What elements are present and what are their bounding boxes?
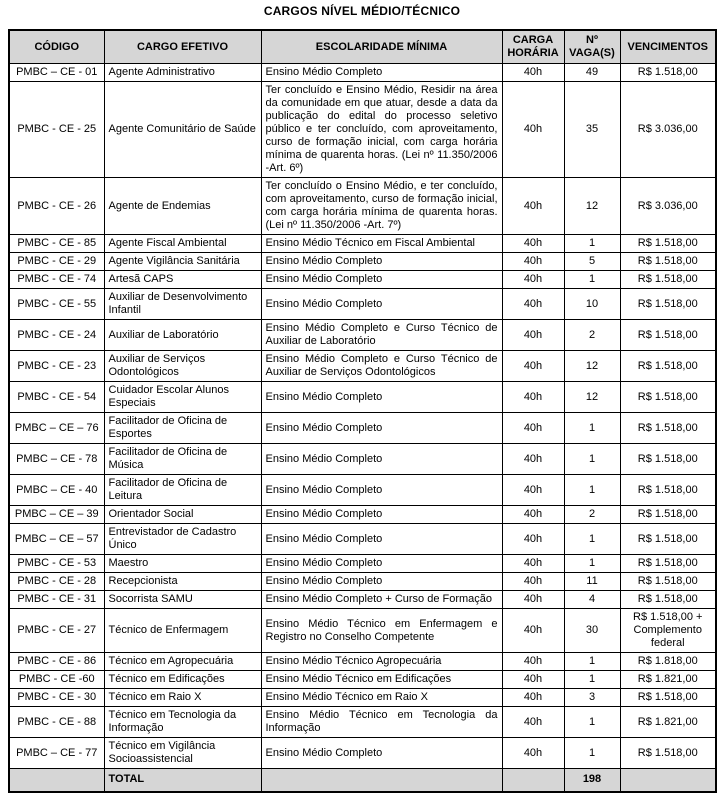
header-row [9,30,716,64]
cell-cargo: Agente Vigilância Sanitária [104,253,261,271]
cell-escolaridade: Ensino Médio Completo [261,271,502,289]
page-title: CARGOS NÍVEL MÉDIO/TÉCNICO [263,4,461,18]
cell-vencimentos: R$ 1.518,00 [620,689,716,707]
cell-cargo: Técnico de Enfermagem [104,609,261,653]
cell-carga: 40h [502,320,564,351]
cell-vagas: 1 [564,707,620,738]
cell-carga: 40h [502,253,564,271]
cell-vagas: 1 [564,653,620,671]
cell-cargo: Auxiliar de Laboratório [104,320,261,351]
cell-carga: 40h [502,413,564,444]
cell-escolaridade: Ensino Médio Técnico em Tecnologia da Informação [261,707,502,738]
cell-vencimentos: R$ 3.036,00 [620,178,716,235]
cell-cargo: Técnico em Edificações [104,671,261,689]
table-header [9,30,716,64]
table-row [9,671,716,689]
cell-escolaridade: Ensino Médio Completo [261,475,502,506]
cell-vagas: 11 [564,573,620,591]
cell-escolaridade: Ensino Médio Completo [261,573,502,591]
cell-cargo: Socorrista SAMU [104,591,261,609]
cell-carga: 40h [502,289,564,320]
cell-codigo: PMBC – CE – 76 [9,413,104,444]
cell-escolaridade: Ensino Médio Completo [261,253,502,271]
cell-vagas: 10 [564,289,620,320]
table-row [9,413,716,444]
table-footer [9,769,716,792]
cell-cargo: Entrevistador de Cadastro Único [104,524,261,555]
total-cell-codigo [9,769,104,792]
cell-codigo: PMBC - CE -60 [9,671,104,689]
cell-vencimentos: R$ 1.518,00 [620,413,716,444]
header-carga-horaria: CARGA HORÁRIA [502,30,564,64]
cell-escolaridade: Ensino Médio Técnico em Enfermagem e Registro no Conselho Competente [261,609,502,653]
cell-vencimentos: R$ 1.518,00 [620,475,716,506]
cell-codigo: PMBC – CE - 78 [9,444,104,475]
cell-carga: 40h [502,738,564,769]
table-row [9,609,716,653]
cell-codigo: PMBC – CE – 39 [9,506,104,524]
cell-escolaridade: Ensino Médio Completo [261,413,502,444]
header-cargo-efetivo: CARGO EFETIVO [104,30,261,64]
cell-vagas: 1 [564,555,620,573]
cell-vencimentos: R$ 1.518,00 [620,64,716,82]
cell-vencimentos: R$ 1.518,00 [620,320,716,351]
table-row [9,382,716,413]
cell-codigo: PMBC - CE - 28 [9,573,104,591]
cell-codigo: PMBC – CE - 01 [9,64,104,82]
cell-escolaridade: Ensino Médio Técnico em Raio X [261,689,502,707]
cell-vagas: 4 [564,591,620,609]
cell-escolaridade: Ensino Médio Completo [261,289,502,320]
cell-cargo: Técnico em Vigilância Socioassistencial [104,738,261,769]
table-row [9,444,716,475]
cell-escolaridade: Ter concluído e Ensino Médio, Residir na área da comunidade em que atuar, desde a data da publicação do edital do processo seletivo público e ter concluído, com aproveitamento, curso de formação inicial, com carga horária mínima de quarenta horas. (Lei nº 11.350/2006 -Art. 6º) [261,82,502,178]
table-body [9,64,716,769]
header-escolaridade-minima: ESCOLARIDADE MÍNIMA [261,30,502,64]
cell-vencimentos: R$ 1.518,00 + Complemento federal [620,609,716,653]
cell-escolaridade: Ensino Médio Técnico em Fiscal Ambiental [261,235,502,253]
table-row [9,178,716,235]
cell-codigo: PMBC - CE - 86 [9,653,104,671]
cell-vencimentos: R$ 3.036,00 [620,82,716,178]
cell-vencimentos: R$ 1.518,00 [620,271,716,289]
cell-vencimentos: R$ 1.518,00 [620,444,716,475]
cell-vencimentos: R$ 1.518,00 [620,738,716,769]
cell-codigo: PMBC - CE - 54 [9,382,104,413]
header-num-vagas: Nº VAGA(S) [564,30,620,64]
table-row [9,689,716,707]
cell-vagas: 3 [564,689,620,707]
table-row [9,653,716,671]
header-codigo: CÓDIGO [9,30,104,64]
cell-carga: 40h [502,178,564,235]
cell-cargo: Agente Comunitário de Saúde [104,82,261,178]
cell-cargo: Facilitador de Oficina de Esportes [104,413,261,444]
cell-carga: 40h [502,271,564,289]
cell-vagas: 1 [564,671,620,689]
cell-cargo: Maestro [104,555,261,573]
cell-codigo: PMBC – CE - 77 [9,738,104,769]
cell-cargo: Técnico em Raio X [104,689,261,707]
total-row [9,769,716,792]
cell-escolaridade: Ensino Médio Completo [261,444,502,475]
cell-codigo: PMBC - CE - 25 [9,82,104,178]
cell-escolaridade: Ensino Médio Técnico Agropecuária [261,653,502,671]
total-cell-vencimentos [620,769,716,792]
cell-escolaridade: Ensino Médio Completo e Curso Técnico de Auxiliar de Serviços Odontológicos [261,351,502,382]
cell-vagas: 1 [564,475,620,506]
cell-vagas: 2 [564,320,620,351]
cell-cargo: Técnico em Agropecuária [104,653,261,671]
table-row [9,289,716,320]
cell-vagas: 1 [564,413,620,444]
cell-vagas: 1 [564,235,620,253]
cargos-table [8,29,717,793]
cell-carga: 40h [502,591,564,609]
cell-vencimentos: R$ 1.518,00 [620,382,716,413]
cell-escolaridade: Ensino Médio Técnico em Edificações [261,671,502,689]
cell-escolaridade: Ensino Médio Completo [261,506,502,524]
cell-cargo: Agente Fiscal Ambiental [104,235,261,253]
cell-cargo: Orientador Social [104,506,261,524]
table-row [9,64,716,82]
cell-carga: 40h [502,689,564,707]
cell-vagas: 1 [564,444,620,475]
cell-codigo: PMBC - CE - 85 [9,235,104,253]
total-cell-carga [502,769,564,792]
cell-vagas: 49 [564,64,620,82]
table-row [9,82,716,178]
cell-codigo: PMBC - CE - 74 [9,271,104,289]
cell-vencimentos: R$ 1.518,00 [620,524,716,555]
table-row [9,573,716,591]
cell-cargo: Técnico em Tecnologia da Informação [104,707,261,738]
cell-escolaridade: Ensino Médio Completo + Curso de Formação [261,591,502,609]
cell-carga: 40h [502,235,564,253]
cell-carga: 40h [502,555,564,573]
cell-vencimentos: R$ 1.518,00 [620,351,716,382]
cell-vencimentos: R$ 1.518,00 [620,289,716,320]
cell-codigo: PMBC - CE - 29 [9,253,104,271]
cell-escolaridade: Ensino Médio Completo [261,382,502,413]
cell-carga: 40h [502,573,564,591]
cell-vencimentos: R$ 1.821,00 [620,671,716,689]
cell-carga: 40h [502,707,564,738]
cell-vagas: 1 [564,524,620,555]
table-row [9,707,716,738]
cell-vencimentos: R$ 1.518,00 [620,555,716,573]
cell-codigo: PMBC - CE - 30 [9,689,104,707]
table-row [9,235,716,253]
cell-codigo: PMBC – CE - 40 [9,475,104,506]
cell-vagas: 35 [564,82,620,178]
cell-vencimentos: R$ 1.818,00 [620,653,716,671]
cell-vencimentos: R$ 1.518,00 [620,506,716,524]
cell-codigo: PMBC - CE - 53 [9,555,104,573]
cell-vencimentos: R$ 1.518,00 [620,235,716,253]
cell-vagas: 1 [564,738,620,769]
table-row [9,475,716,506]
cell-vencimentos: R$ 1.518,00 [620,591,716,609]
table-row [9,738,716,769]
cell-cargo: Recepcionista [104,573,261,591]
cell-escolaridade: Ensino Médio Completo [261,555,502,573]
table-row [9,555,716,573]
table-row [9,524,716,555]
table-row [9,253,716,271]
cell-carga: 40h [502,524,564,555]
cell-carga: 40h [502,82,564,178]
cell-codigo: PMBC - CE - 27 [9,609,104,653]
cell-vagas: 5 [564,253,620,271]
cell-escolaridade: Ensino Médio Completo [261,64,502,82]
cell-cargo: Auxiliar de Desenvolvimento Infantil [104,289,261,320]
total-vagas-value: 198 [564,769,620,792]
cell-carga: 40h [502,653,564,671]
cell-cargo: Artesã CAPS [104,271,261,289]
cell-cargo: Agente Administrativo [104,64,261,82]
cell-carga: 40h [502,671,564,689]
cell-vencimentos: R$ 1.518,00 [620,253,716,271]
cell-vagas: 12 [564,178,620,235]
cell-escolaridade: Ensino Médio Completo [261,524,502,555]
cell-carga: 40h [502,351,564,382]
cell-escolaridade: Ensino Médio Completo e Curso Técnico de Auxiliar de Laboratório [261,320,502,351]
cell-carga: 40h [502,506,564,524]
cell-carga: 40h [502,609,564,653]
cell-vagas: 30 [564,609,620,653]
cell-vagas: 2 [564,506,620,524]
total-cell-escolaridade [261,769,502,792]
cell-cargo: Auxiliar de Serviços Odontológicos [104,351,261,382]
table-row [9,271,716,289]
cell-vagas: 12 [564,351,620,382]
cell-carga: 40h [502,444,564,475]
table-row [9,506,716,524]
cell-vagas: 1 [564,271,620,289]
cell-codigo: PMBC - CE - 23 [9,351,104,382]
table-row [9,320,716,351]
cell-vencimentos: R$ 1.821,00 [620,707,716,738]
cell-vagas: 12 [564,382,620,413]
header-vencimentos: VENCIMENTOS [620,30,716,64]
cell-codigo: PMBC - CE - 55 [9,289,104,320]
cell-codigo: PMBC - CE - 24 [9,320,104,351]
cell-escolaridade: Ter concluído o Ensino Médio, e ter concluído, com aproveitamento, curso de formação inicial, com carga horária mínima de quarenta horas. (Lei nº 11.350/2006 -Art. 7º) [261,178,502,235]
cell-cargo: Cuidador Escolar Alunos Especiais [104,382,261,413]
cell-carga: 40h [502,64,564,82]
cell-cargo: Facilitador de Oficina de Leitura [104,475,261,506]
cell-vencimentos: R$ 1.518,00 [620,573,716,591]
table-row [9,591,716,609]
cell-codigo: PMBC - CE - 26 [9,178,104,235]
table-row [9,351,716,382]
cell-carga: 40h [502,382,564,413]
cell-codigo: PMBC – CE – 57 [9,524,104,555]
cell-cargo: Facilitador de Oficina de Música [104,444,261,475]
total-label: TOTAL [104,769,261,792]
cell-codigo: PMBC - CE - 88 [9,707,104,738]
cell-carga: 40h [502,475,564,506]
cell-cargo: Agente de Endemias [104,178,261,235]
cell-codigo: PMBC - CE - 31 [9,591,104,609]
cell-escolaridade: Ensino Médio Completo [261,738,502,769]
